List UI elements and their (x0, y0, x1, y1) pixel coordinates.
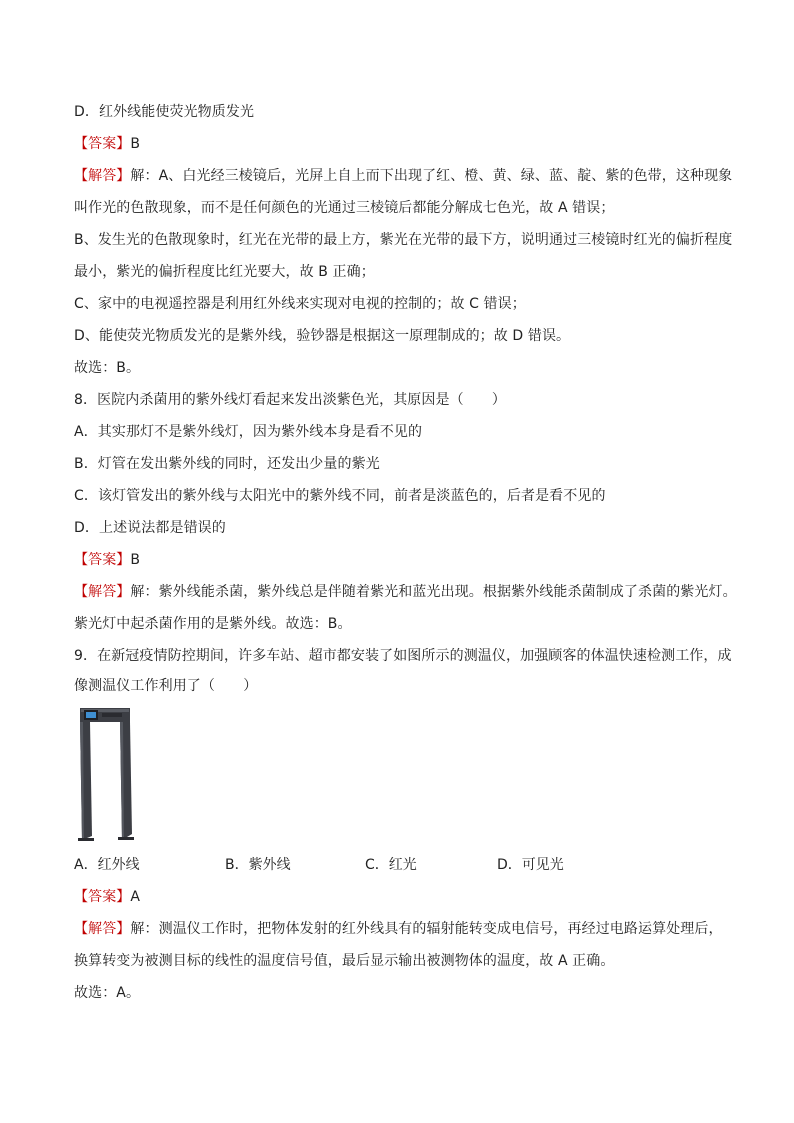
explanation-line: C、家中的电视遥控器是利用红外线来实现对电视的控制的；故 C 错误； (74, 296, 526, 312)
answer-line: 【答案】A (74, 889, 141, 905)
question-9-option-a: A．红外线 (74, 857, 140, 873)
explanation-tag: 【解答】 (74, 584, 131, 600)
explanation-line: B、发生光的色散现象时，红光在光带的最上方，紫光在光带的最下方，说明通过三棱镜时红光的偏折程度 (74, 232, 733, 248)
question-8-option-b: B．灯管在发出紫外线的同时，还发出少量的紫光 (74, 456, 380, 472)
conclusion-line: 故选：B。 (74, 360, 141, 376)
question-8-option-d: D．上述说法都是错误的 (74, 520, 226, 536)
explanation-line: 最小，紫光的偏折程度比红光要大，故 B 正确； (74, 264, 375, 280)
answer-line: 【答案】B (74, 136, 141, 152)
conclusion-line: 故选：A。 (74, 985, 141, 1001)
question-9-option-c: C．红光 (365, 857, 417, 873)
explanation-line: 【解答】解：A、白光经三棱镜后，光屏上自上而下出现了红、橙、黄、绿、蓝、靛、紫的色带，这种现象 (74, 168, 733, 184)
explanation-line: 换算转变为被测目标的线性的温度信号值，最后显示输出被测物体的温度，故 A 正确。 (74, 953, 615, 969)
question-8-option-a: A．其实那灯不是紫外线灯，因为紫外线本身是看不见的 (74, 424, 423, 440)
question-8-option-c: C．该灯管发出的紫外线与太阳光中的紫外线不同，前者是淡蓝色的，后者是看不见的 (74, 488, 606, 504)
question-9-option-d: D．可见光 (497, 857, 564, 873)
explanation-line: 叫作光的色散现象，而不是任何颜色的光通过三棱镜后都能分解成七色光，故 A 错误； (74, 200, 615, 216)
explanation-line: D、能使荧光物质发光的是紫外线，验钞器是根据这一原理制成的；故 D 错误。 (74, 328, 571, 344)
thermometer-gate-image (74, 706, 136, 842)
answer-line: 【答案】B (74, 552, 141, 568)
question-8-stem: 8．医院内杀菌用的紫外线灯看起来发出淡紫色光，其原因是（ ） (74, 392, 507, 408)
explanation-line: 【解答】解：紫外线能杀菌，紫外线总是伴随着紫光和蓝光出现。根据紫外线能杀菌制成了杀菌的紫光灯。 (74, 584, 737, 600)
answer-tag: 【答案】 (74, 889, 131, 905)
explanation-line: 紫光灯中起杀菌作用的是紫外线。故选：B。 (74, 616, 352, 632)
explanation-line: 【解答】解：测温仪工作时，把物体发射的红外线具有的辐射能转变成电信号，再经过电路运算处理后， (74, 921, 723, 937)
question-9-stem: 9．在新冠疫情防控期间，许多车站、超市都安装了如图所示的测温仪，加强顾客的体温快速检测工作，成 (74, 648, 732, 664)
answer-tag: 【答案】 (74, 136, 131, 152)
question-9-stem: 像测温仪工作利用了（ ） (74, 678, 258, 694)
answer-tag: 【答案】 (74, 552, 131, 568)
explanation-tag: 【解答】 (74, 168, 131, 184)
question-9-option-b: B．紫外线 (225, 857, 291, 873)
explanation-tag: 【解答】 (74, 921, 131, 937)
option-line: D．红外线能使荧光物质发光 (74, 104, 255, 120)
